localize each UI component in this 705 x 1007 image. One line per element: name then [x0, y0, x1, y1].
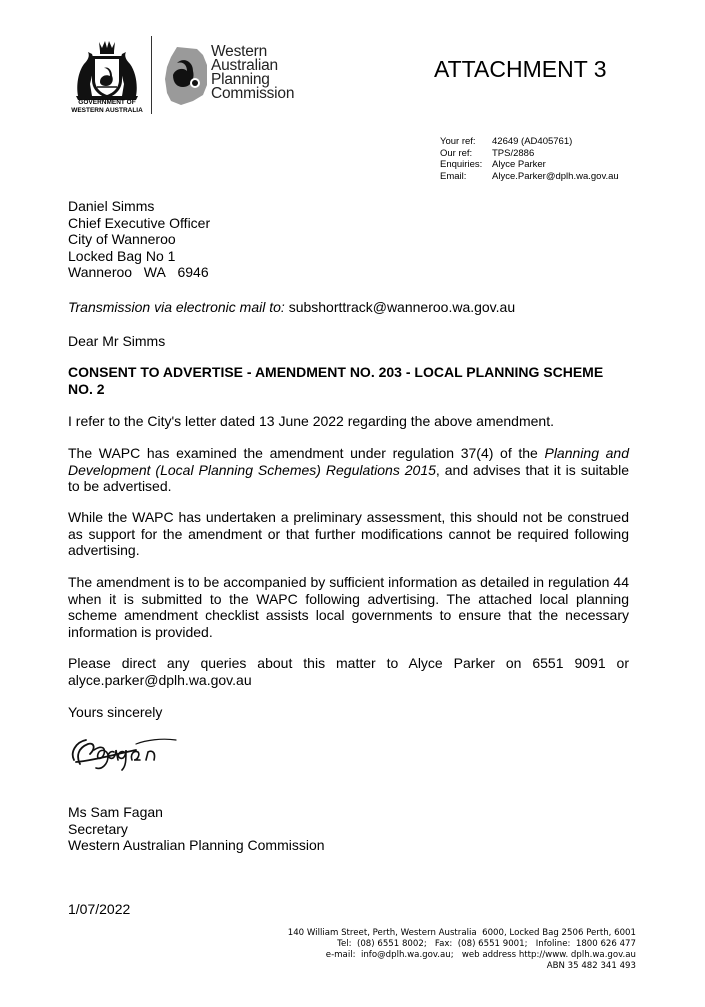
- wapc-name-line: Western: [211, 43, 268, 60]
- attachment-label: ATTACHMENT 3: [434, 56, 607, 82]
- signer-organisation: Western Australian Planning Commission: [68, 837, 325, 853]
- footer-address: 140 William Street, Perth, Western Australia 6000, Locked Bag 2506 Perth, 6001: [287, 928, 636, 938]
- reference-label: Your ref:: [440, 136, 476, 147]
- salutation: Dear Mr Simms: [68, 333, 166, 349]
- government-caption: [62, 99, 152, 114]
- recipient-organisation: City of Wanneroo: [68, 231, 176, 247]
- government-caption-line: WESTERN AUSTRALIA: [71, 106, 143, 114]
- body-paragraph-1: I refer to the City's letter dated 13 June 2022 regarding the above amendment.: [68, 413, 554, 429]
- recipient-suburb: Wanneroo: [68, 264, 133, 280]
- reference-block: [440, 136, 619, 182]
- handwritten-signature: [66, 730, 190, 772]
- body-paragraph-2: [68, 445, 629, 495]
- subject-heading: CONSENT TO ADVERTISE - AMENDMENT NO. 203 - LOCAL PLANNING SCHEME NO. 2: [68, 364, 604, 397]
- wapc-logo-mark: [163, 45, 209, 107]
- recipient-title: Chief Executive Officer: [68, 214, 211, 231]
- body-paragraph-3: While the WAPC has undertaken a preliminary assessment, this should not be construed as support for the amendment or that further modifications cannot be required following advertising.: [68, 509, 629, 558]
- recipient-postcode: 6946: [177, 264, 209, 280]
- letterhead-divider: [151, 36, 152, 114]
- reference-label: Enquiries:: [440, 159, 483, 170]
- reference-label: Our ref:: [440, 147, 473, 159]
- signer-title: Secretary: [68, 820, 128, 837]
- reference-row: [440, 136, 619, 148]
- signer-name: Ms Sam Fagan: [68, 804, 163, 820]
- wapc-name-line: Commission: [211, 85, 295, 102]
- footer-email-web: e-mail: info@dplh.wa.gov.au; web address http://www. dplh.wa.gov.au: [325, 950, 636, 960]
- body-paragraph-2-text: , and advises that it is suitable to be advertised.: [68, 461, 629, 494]
- reference-row: [440, 148, 619, 160]
- body-paragraph-2-text: The WAPC has examined the amendment under regulation 37(4) of the: [68, 445, 545, 461]
- signer-block: [68, 804, 325, 854]
- recipient-name: Daniel Simms: [68, 198, 155, 214]
- closing: Yours sincerely: [68, 704, 163, 720]
- footer-abn: ABN 35 482 341 493: [546, 961, 636, 971]
- reference-row: [440, 171, 619, 183]
- recipient-state: WA: [143, 264, 166, 280]
- letter-date: 1/07/2022: [68, 901, 131, 917]
- regulation-title: Planning and Development (Local Planning Schemes) Regulations 2015: [68, 445, 629, 478]
- transmission-label: Transmission via electronic mail to:: [68, 299, 285, 315]
- reference-label: Email:: [440, 170, 467, 182]
- body-paragraph-5: Please direct any queries about this matter to Alyce Parker on 6551 9091 or alyce.parker@dplh.wa.gov.au: [68, 655, 629, 688]
- reference-value: TPS/2886: [492, 147, 535, 159]
- recipient-postal: Locked Bag No 1: [68, 247, 176, 264]
- recipient-address: [68, 198, 210, 281]
- reference-value: Alyce.Parker@dplh.wa.gov.au: [492, 170, 619, 182]
- body-paragraph-4: The amendment is to be accompanied by sufficient information as detailed in regulation 44 when it is submitted to the WAPC following advertising. The attached local planning scheme amendment checklist assists local governments to ensure that the necessary information is provided.: [68, 574, 629, 640]
- footer-contact: [288, 928, 636, 972]
- wapc-name-line: Australian: [211, 57, 278, 74]
- wapc-name: [211, 45, 294, 101]
- reference-row: [440, 159, 619, 171]
- transmission-email: subshorttrack@wanneroo.wa.gov.au: [288, 299, 516, 315]
- reference-value: Alyce Parker: [492, 159, 546, 170]
- recipient-locality: [68, 264, 210, 281]
- reference-value: 42649 (AD405761): [492, 136, 573, 147]
- footer-phone: Tel: (08) 6551 8002; Fax: (08) 6551 9001; Infoline: 1800 626 477: [337, 939, 636, 949]
- wapc-name-line: Planning: [211, 71, 270, 88]
- government-caption-line: GOVERNMENT OF: [78, 99, 136, 106]
- transmission-line: [68, 299, 515, 315]
